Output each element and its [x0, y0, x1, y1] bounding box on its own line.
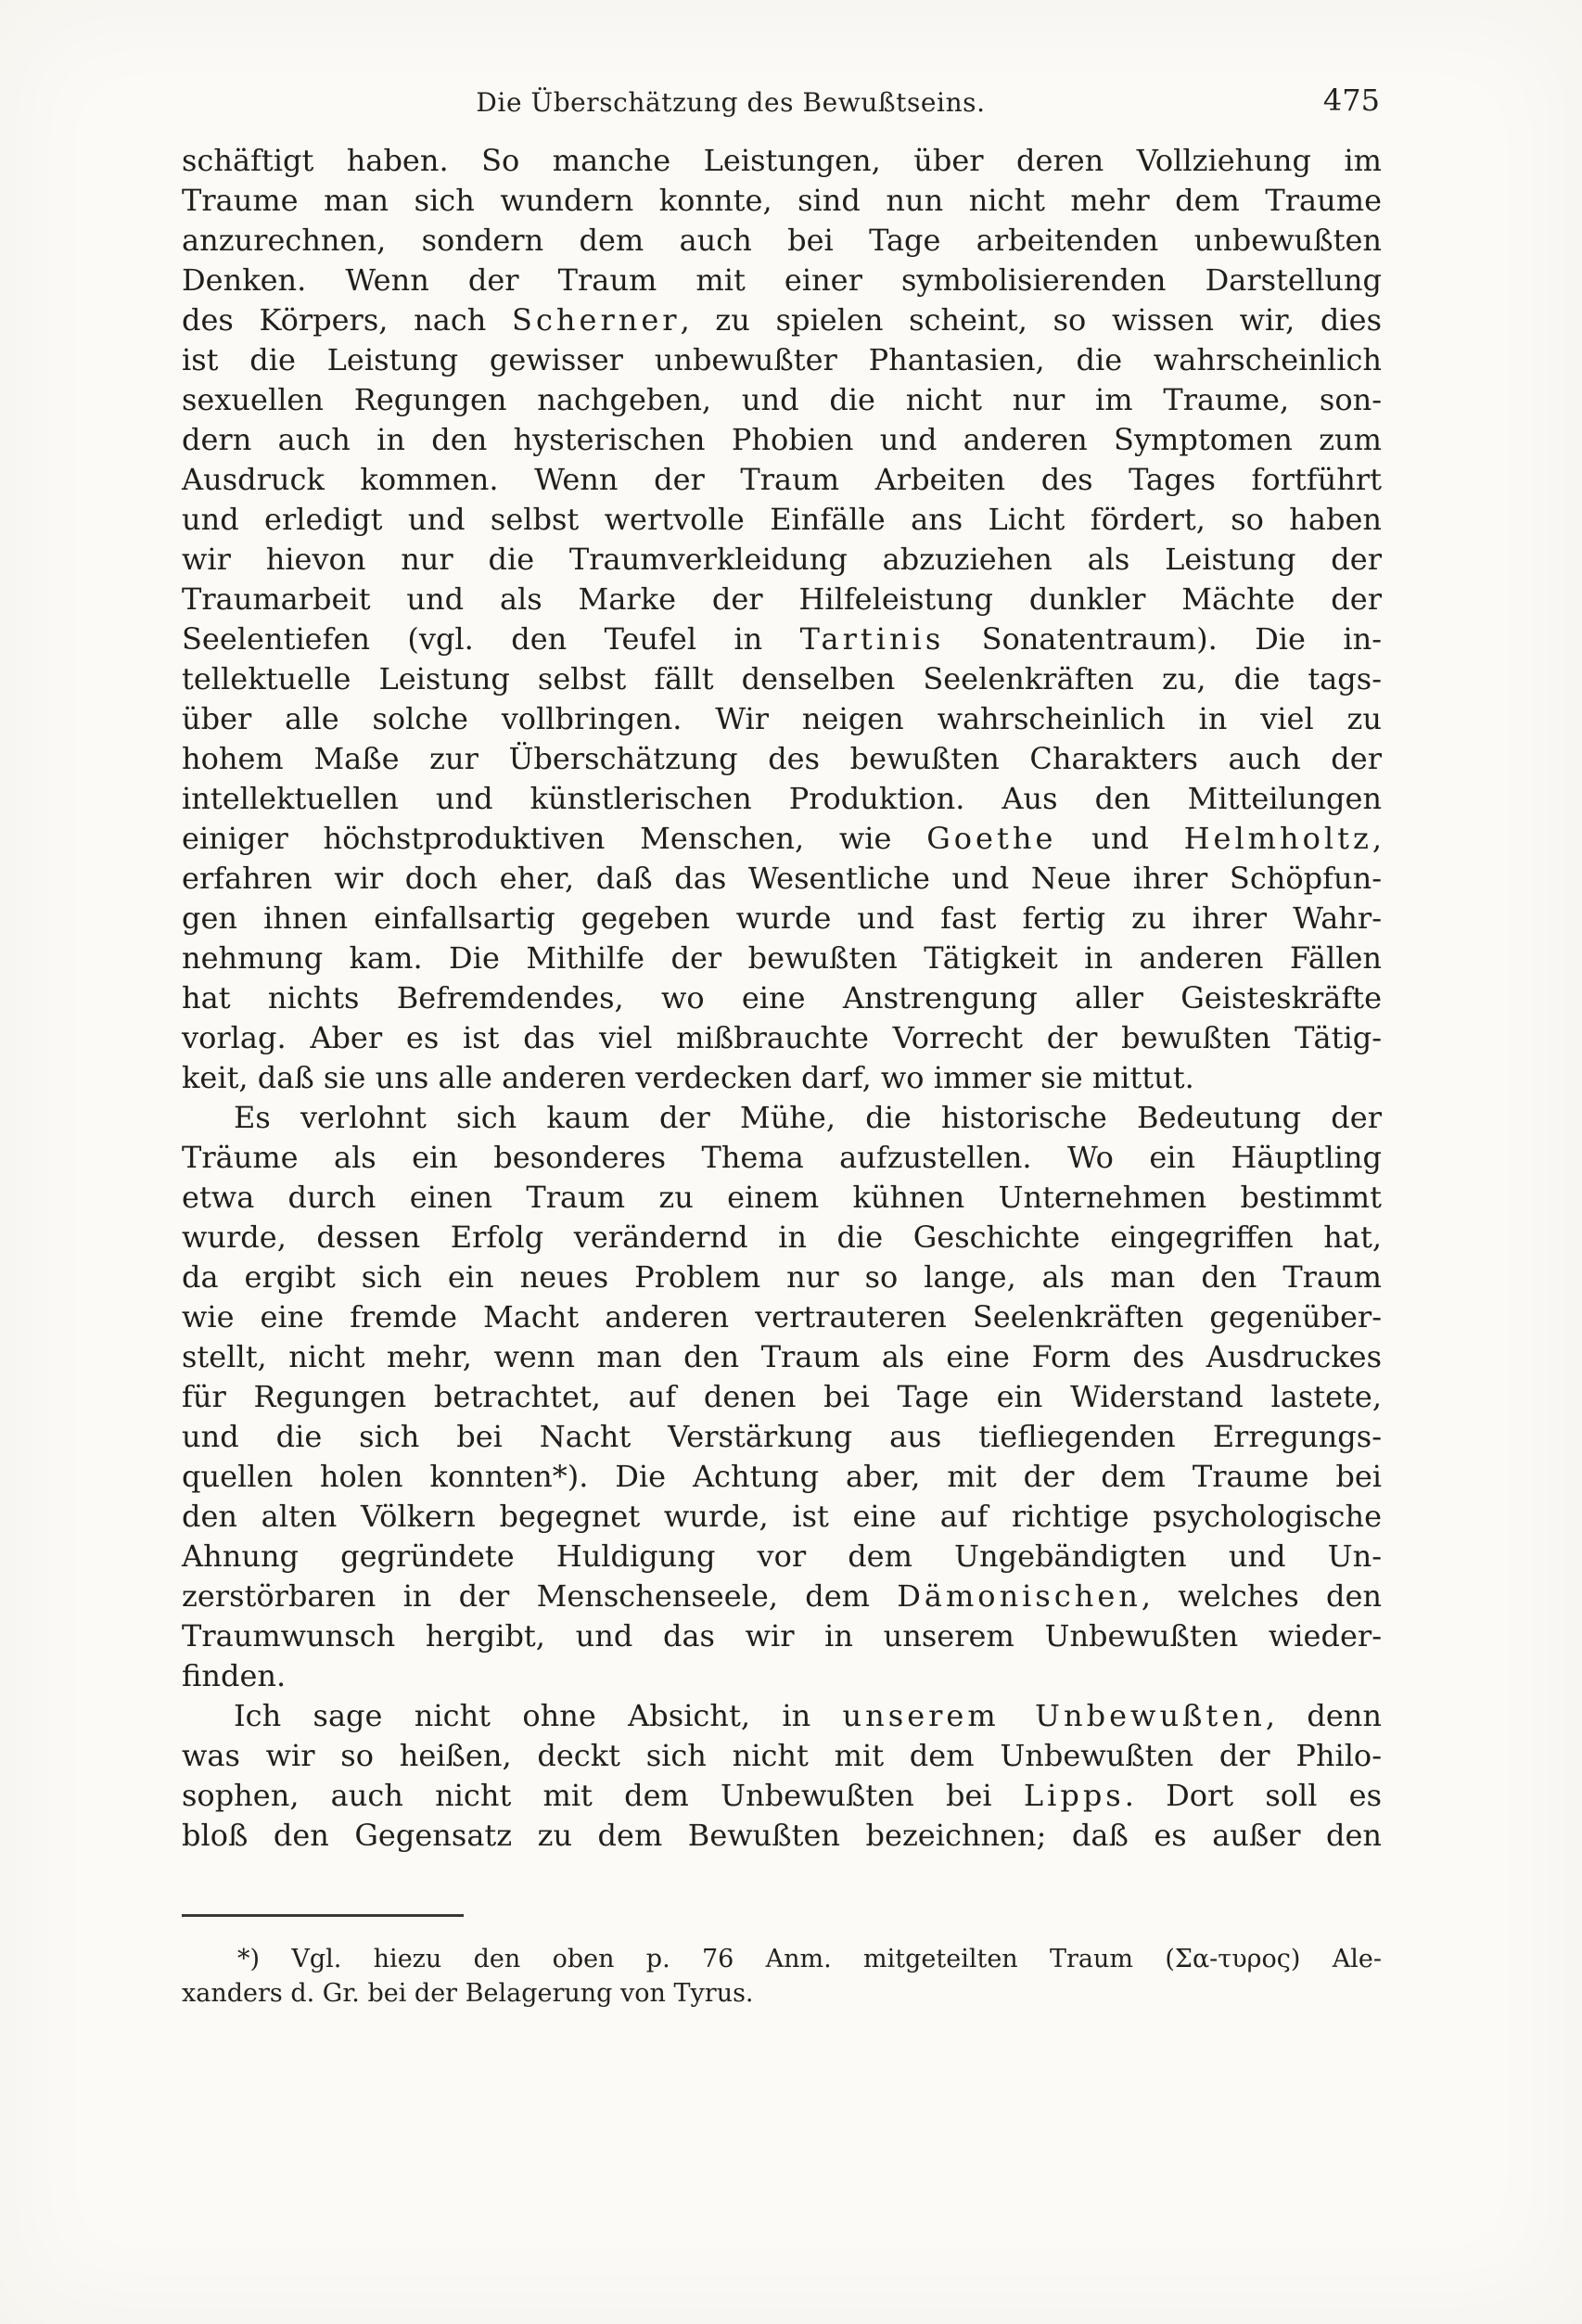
body-line	[182, 1736, 1382, 1776]
body-line	[182, 819, 1382, 859]
body-line	[182, 739, 1382, 779]
body-line	[182, 1337, 1382, 1377]
text-run: sexuellen Regungen nachgeben, und die nicht nur im Traume, son-	[182, 382, 1382, 417]
text-run: wurde, dessen Erfolg verändernd in die Geschichte eingegriffen hat,	[182, 1219, 1382, 1255]
body-line	[182, 779, 1382, 819]
body-line	[182, 580, 1382, 619]
body-line	[182, 1138, 1382, 1178]
body-line	[182, 1218, 1382, 1258]
text-run: *) Vgl. hiezu den oben p. 76 Anm. mitgeteilten Traum (Σα-τυρος) Ale-	[237, 1945, 1382, 1973]
text-run: dern auch in den hysterischen Phobien und anderen Symptomen zum	[182, 422, 1382, 457]
body-line	[182, 859, 1382, 899]
text-run: und erledigt und selbst wertvolle Einfälle ans Licht fördert, so haben	[182, 502, 1382, 537]
body-line	[182, 1098, 1382, 1138]
emphasized-text-run: unserem Unbewußten	[842, 1698, 1266, 1733]
body-line	[182, 540, 1382, 580]
text-run: anzurechnen, sondern dem auch bei Tage arbeitenden unbewußten	[182, 223, 1382, 258]
body-line	[182, 1258, 1382, 1297]
emphasized-text-run: Goethe	[926, 821, 1057, 856]
text-run: Es verlohnt sich kaum der Mühe, die historische Bedeutung der	[234, 1100, 1382, 1135]
body-line	[182, 1656, 1382, 1696]
body-line	[182, 1417, 1382, 1457]
text-run: zerstörbaren in der Menschenseele, dem	[182, 1578, 898, 1614]
text-run: gen ihnen einfallsartig gegeben wurde und fast fertig zu ihrer Wahr-	[182, 900, 1382, 936]
paragraph-3	[182, 1696, 1382, 1856]
text-run: , welches den	[1141, 1578, 1382, 1614]
text-run: sophen, auch nicht mit dem Unbewußten bei	[182, 1778, 1024, 1813]
text-run: Sonatentraum). Die in-	[944, 621, 1383, 657]
emphasized-text-run: Dämonischen	[897, 1578, 1142, 1614]
footnote-line	[182, 1942, 1382, 1976]
body-line	[182, 300, 1382, 340]
body-line	[182, 1178, 1382, 1218]
text-run: bloß den Gegensatz zu dem Bewußten bezeichnen; daß es außer den	[182, 1818, 1382, 1853]
text-run: und	[1056, 821, 1184, 856]
text-run: da ergibt sich ein neues Problem nur so lange, als man den Traum	[182, 1259, 1382, 1295]
body-line	[182, 420, 1382, 460]
text-run: wir hievon nur die Traumverkleidung abzuziehen als Leistung der	[182, 542, 1382, 577]
body-line	[182, 181, 1382, 221]
text-run: hohem Maße zur Überschätzung des bewußten Charakters auch der	[182, 741, 1382, 776]
body-line	[182, 939, 1382, 978]
body-line	[182, 1018, 1382, 1058]
text-run: stellt, nicht mehr, wenn man den Traum als eine Form des Ausdruckes	[182, 1339, 1382, 1374]
text-run: . Dort soll es	[1124, 1778, 1383, 1813]
text-run: hat nichts Befremdendes, wo eine Anstrengung aller Geisteskräfte	[182, 980, 1382, 1015]
body-line	[182, 1457, 1382, 1497]
body-line	[182, 1497, 1382, 1537]
body-line	[182, 340, 1382, 380]
text-run: quellen holen konnten*). Die Achtung aber, mit der dem Traume bei	[182, 1459, 1382, 1494]
emphasized-text-run: Lipps	[1023, 1778, 1125, 1813]
text-run: einiger höchstproduktiven Menschen, wie	[182, 821, 927, 856]
text-run: vorlag. Aber es ist das viel mißbrauchte Vorrecht der bewußten Tätig-	[182, 1020, 1382, 1055]
text-run: Denken. Wenn der Traum mit einer symbolisierenden Darstellung	[182, 262, 1382, 298]
body-line	[182, 1377, 1382, 1417]
body-line	[182, 659, 1382, 699]
body-text	[182, 141, 1382, 1856]
body-line	[182, 978, 1382, 1018]
body-line	[182, 699, 1382, 739]
page-number: 475	[1322, 83, 1380, 118]
body-line	[182, 1616, 1382, 1656]
body-line	[182, 1297, 1382, 1337]
text-run: und die sich bei Nacht Verstärkung aus tiefliegenden Erregungs-	[182, 1419, 1382, 1454]
text-run: keit, daß sie uns alle anderen verdecken darf, wo immer sie mittut.	[182, 1060, 1194, 1095]
text-run: Traumarbeit und als Marke der Hilfeleistung dunkler Mächte der	[182, 581, 1382, 617]
footnote-separator	[182, 1914, 464, 1917]
body-line	[182, 460, 1382, 500]
text-run: Traume man sich wundern konnte, sind nun nicht mehr dem Traume	[182, 183, 1382, 218]
body-line	[182, 1816, 1382, 1856]
running-header	[182, 83, 1382, 126]
text-run: Träume als ein besonderes Thema aufzustellen. Wo ein Häuptling	[182, 1140, 1382, 1175]
paragraph-2	[182, 1098, 1382, 1696]
text-run: finden.	[182, 1658, 287, 1693]
text-run: Traumwunsch hergibt, und das wir in unserem Unbewußten wieder-	[182, 1618, 1382, 1654]
body-line	[182, 500, 1382, 540]
body-line	[182, 619, 1382, 659]
body-line	[182, 261, 1382, 300]
text-run: schäftigt haben. So manche Leistungen, über deren Vollziehung im	[182, 143, 1382, 178]
text-run: tellektuelle Leistung selbst fällt denselben Seelenkräften zu, die tags-	[182, 661, 1382, 696]
body-line	[182, 1577, 1382, 1616]
text-run: was wir so heißen, deckt sich nicht mit dem Unbewußten der Philo-	[182, 1738, 1382, 1773]
text-run: erfahren wir doch eher, daß das Wesentliche und Neue ihrer Schöpfun-	[182, 861, 1382, 896]
emphasized-text-run: Tartinis	[799, 621, 945, 657]
footnote-text	[182, 1942, 1382, 2011]
paragraph-1	[182, 141, 1382, 1098]
body-line	[182, 1537, 1382, 1577]
text-run: intellektuellen und künstlerischen Produktion. Aus den Mitteilungen	[182, 781, 1382, 816]
body-line	[182, 221, 1382, 261]
footnote-line	[182, 1976, 1382, 2011]
body-line	[182, 1776, 1382, 1816]
text-run: den alten Völkern begegnet wurde, ist eine auf richtige psychologische	[182, 1499, 1382, 1534]
emphasized-text-run: Scherner	[512, 302, 681, 338]
body-line	[182, 1058, 1382, 1098]
text-run: Ich sage nicht ohne Absicht, in	[234, 1698, 843, 1733]
text-run: xanders d. Gr. bei der Belagerung von Tyrus.	[182, 1979, 754, 2008]
body-line	[182, 1696, 1382, 1736]
text-run: Seelentiefen (vgl. den Teufel in	[182, 621, 800, 657]
text-run: , denn	[1265, 1698, 1383, 1733]
body-line	[182, 141, 1382, 181]
header-title: Die Überschätzung des Bewußtseins.	[476, 87, 986, 118]
body-line	[182, 899, 1382, 939]
text-run: Ahnung gegründete Huldigung vor dem Ungebändigten und Un-	[182, 1539, 1382, 1574]
text-run: , zu spielen scheint, so wissen wir, dies	[680, 302, 1383, 338]
text-run: für Regungen betrachtet, auf denen bei Tage ein Widerstand lastete,	[182, 1379, 1382, 1414]
text-run: ist die Leistung gewisser unbewußter Phantasien, die wahrscheinlich	[182, 342, 1382, 377]
text-run: etwa durch einen Traum zu einem kühnen Unternehmen bestimmt	[182, 1180, 1382, 1215]
text-run: nehmung kam. Die Mithilfe der bewußten Tätigkeit in anderen Fällen	[182, 940, 1382, 976]
text-run: Ausdruck kommen. Wenn der Traum Arbeiten des Tages fortführt	[182, 462, 1382, 497]
text-run: wie eine fremde Macht anderen vertrauteren Seelenkräften gegenüber-	[182, 1299, 1382, 1334]
emphasized-text-run: Helmholtz	[1183, 821, 1372, 856]
text-run: über alle solche vollbringen. Wir neigen wahrscheinlich in viel zu	[182, 701, 1382, 736]
text-run: des Körpers, nach	[182, 302, 513, 338]
body-line	[182, 380, 1382, 420]
text-run: ,	[1371, 821, 1383, 856]
